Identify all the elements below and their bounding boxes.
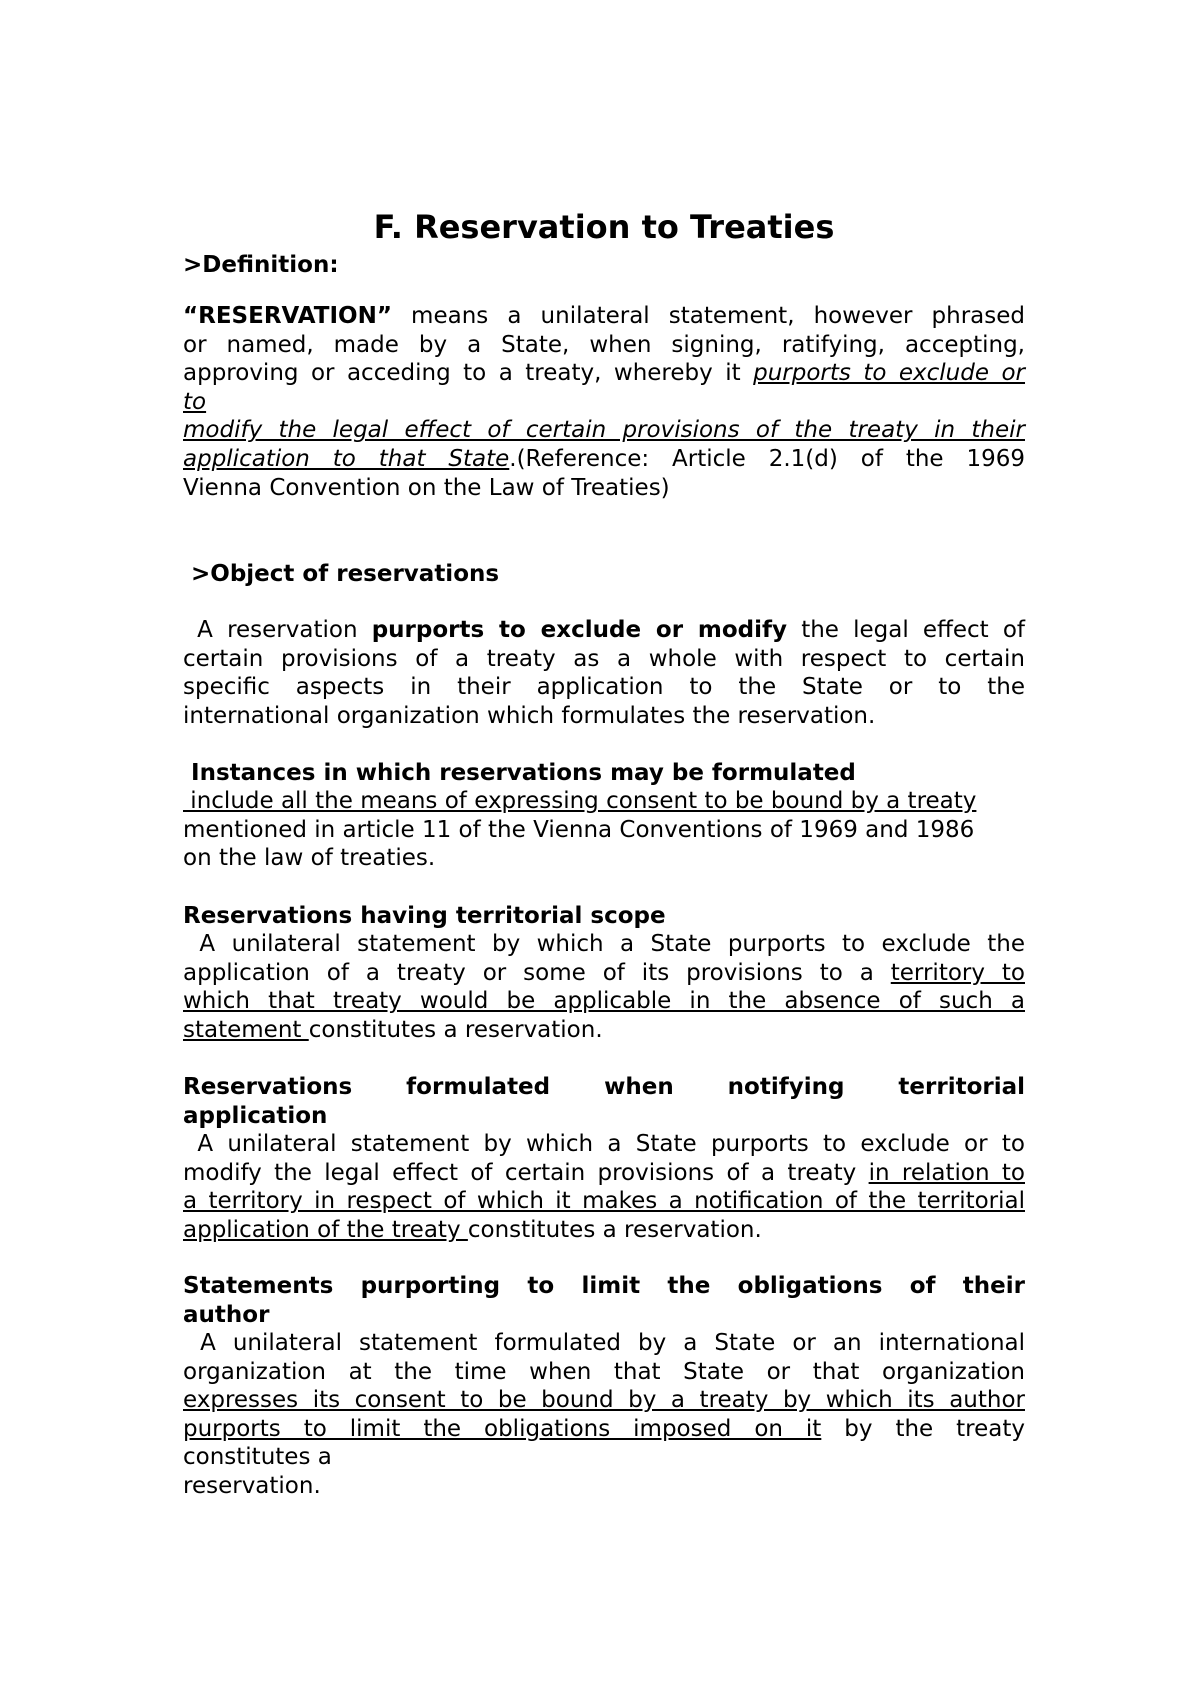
object-paragraph <box>183 616 1025 730</box>
definition-line-4: to <box>183 388 207 415</box>
limit-line-1: A unilateral statement formulated by a State or an international <box>183 1330 1026 1356</box>
territorial-line-4: statement constitutes a reservation. <box>183 1016 603 1043</box>
notifying-line-2: modify the legal effect of certain provisions of a treaty in relation to <box>183 1159 1025 1186</box>
definition-line-5: modify the legal effect of certain provisions of the treaty in their <box>183 417 1025 444</box>
limit-line-6: reservation. <box>183 1472 321 1499</box>
territorial-line-3: which that treaty would be applicable in the absence of such a <box>183 988 1025 1015</box>
limit-heading <box>183 1272 1025 1329</box>
definition-heading: >Definition: <box>183 252 339 278</box>
limit-line-5: constitutes a <box>183 1444 332 1471</box>
notifying-heading-line-2: application <box>183 1102 328 1129</box>
reservation-term: “RESERVATION” <box>183 303 392 329</box>
notifying-line-1: A unilateral statement by which a State purports to exclude or to <box>183 1131 1025 1157</box>
territorial-paragraph <box>183 930 1025 1044</box>
object-line-4: international organization which formulates the reservation. <box>183 702 876 729</box>
instances-line-2: mentioned in article 11 of the Vienna Conventions of 1969 and 1986 <box>183 816 975 843</box>
limit-line-3: expresses its consent to be bound by a treaty by which its author <box>183 1387 1025 1414</box>
definition-line-3: approving or acceding to a treaty, whereby it purports to exclude or <box>183 360 1026 387</box>
instances-line-1: include all the means of expressing consent to be bound by a treaty <box>183 788 977 814</box>
notifying-paragraph <box>183 1130 1025 1244</box>
instances-heading: Instances in which reservations may be formulated <box>183 760 856 786</box>
object-line-1: A reservation purports to exclude or modify the legal effect of <box>183 617 1026 643</box>
limit-heading-line-2: author <box>183 1301 270 1328</box>
definition-line-2: or named, made by a State, when signing, ratifying, accepting, <box>183 331 1025 358</box>
document-title: F. Reservation to Treaties <box>373 208 835 246</box>
definition-paragraph <box>183 302 1025 502</box>
limit-paragraph <box>183 1329 1025 1501</box>
object-line-2: certain provisions of a treaty as a whole with respect to certain <box>183 645 1025 672</box>
definition-line-7: Vienna Convention on the Law of Treaties) <box>183 474 670 501</box>
notifying-heading <box>183 1073 1025 1130</box>
object-line-3: specific aspects in their application to the State or to the <box>183 674 1025 701</box>
object-heading: >Object of reservations <box>183 561 500 587</box>
definition-line-1: “RESERVATION” means a unilateral statement, however phrased <box>183 303 1025 329</box>
instances-paragraph <box>183 787 1025 873</box>
definition-line-6: application to that State.(Reference: Article 2.1(d) of the 1969 <box>183 445 1025 472</box>
territorial-heading: Reservations having territorial scope <box>183 903 666 929</box>
notifying-heading-line-1: Reservations formulated when notifying territorial <box>183 1074 1025 1100</box>
notifying-line-4: application of the treaty constitutes a reservation. <box>183 1216 762 1243</box>
limit-line-2: organization at the time when that State or that organization <box>183 1358 1025 1385</box>
instances-line-3: on the law of treaties. <box>183 845 436 872</box>
territorial-line-2: application of a treaty or some of its provisions to a territory to <box>183 959 1025 986</box>
limit-line-4: purports to limit the obligations imposed on it by the treaty <box>183 1415 1025 1442</box>
notifying-line-3: a territory in respect of which it makes a notification of the territorial <box>183 1188 1025 1215</box>
territorial-line-1: A unilateral statement by which a State purports to exclude the <box>183 931 1025 957</box>
limit-heading-line-1: Statements purporting to limit the obligations of their <box>183 1273 1025 1299</box>
